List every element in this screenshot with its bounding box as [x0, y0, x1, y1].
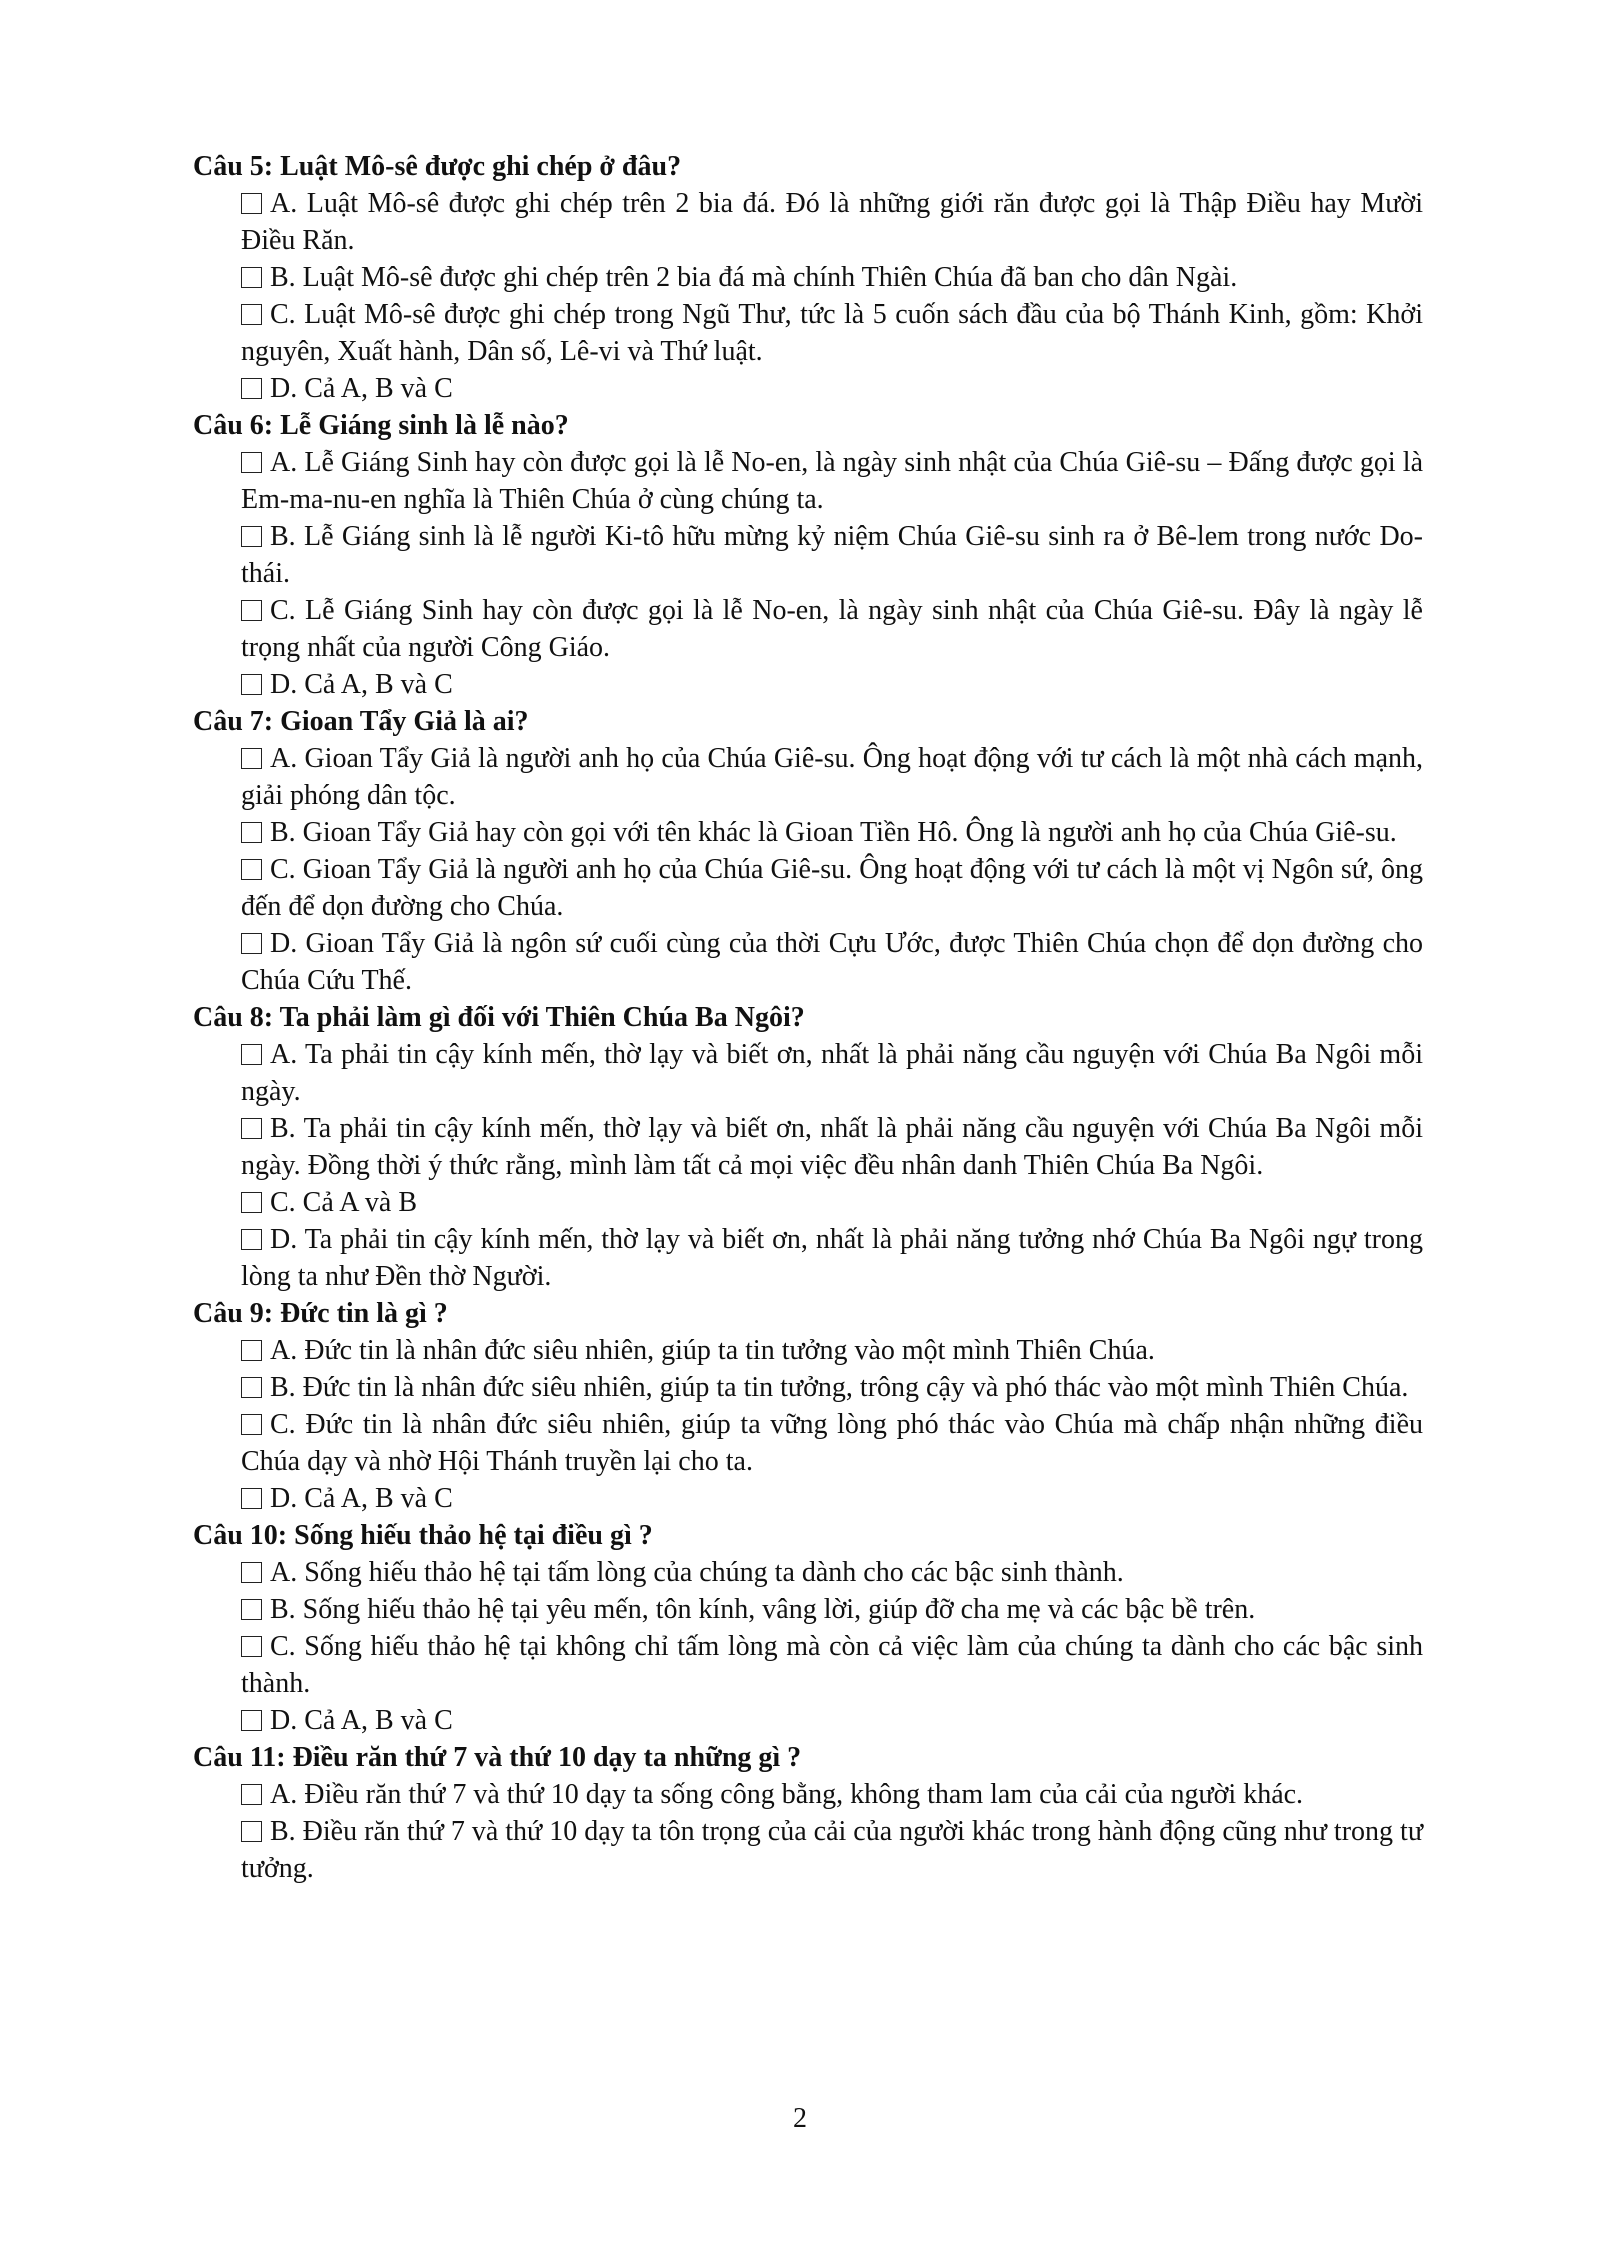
answer-option [241, 1702, 1423, 1739]
checkbox-icon[interactable] [241, 267, 262, 288]
option-text: A. Ta phải tin cậy kính mến, thờ lạy và biết ơn, nhất là phải năng cầu nguyện với Chúa Ba Ngôi mỗi ngày. [241, 1039, 1423, 1107]
option-text: A. Gioan Tẩy Giả là người anh họ của Chúa Giê-su. Ông hoạt động với tư cách là một nhà cách mạnh, giải phóng dân tộc. [241, 743, 1423, 811]
question-11 [193, 1739, 1423, 1887]
option-text: A. Sống hiếu thảo hệ tại tấm lòng của chúng ta dành cho các bậc sinh thành. [270, 1557, 1124, 1588]
question-title: Câu 6: Lễ Giáng sinh là lễ nào? [193, 410, 569, 441]
question-title: Câu 9: Đức tin là gì ? [193, 1298, 448, 1329]
option-text: B. Sống hiếu thảo hệ tại yêu mến, tôn kính, vâng lời, giúp đỡ cha mẹ và các bậc bề trên. [270, 1594, 1256, 1625]
checkbox-icon[interactable] [241, 1488, 262, 1509]
question-title: Câu 11: Điều răn thứ 7 và thứ 10 dạy ta những gì ? [193, 1742, 802, 1773]
option-text: B. Gioan Tẩy Giả hay còn gọi với tên khác là Gioan Tiền Hô. Ông là người anh họ của Chúa Giê-su. [270, 817, 1397, 848]
answer-option [241, 1813, 1423, 1887]
option-text: A. Đức tin là nhân đức siêu nhiên, giúp ta tin tưởng vào một mình Thiên Chúa. [270, 1335, 1155, 1366]
checkbox-icon[interactable] [241, 1710, 262, 1731]
answer-option [241, 296, 1423, 370]
question-title: Câu 5: Luật Mô-sê được ghi chép ở đâu? [193, 151, 682, 182]
checkbox-icon[interactable] [241, 674, 262, 695]
answer-option [241, 1406, 1423, 1480]
option-text: A. Điều răn thứ 7 và thứ 10 dạy ta sống công bằng, không tham lam của cải của người khác. [270, 1779, 1304, 1810]
checkbox-icon[interactable] [241, 378, 262, 399]
option-text: C. Cả A và B [270, 1187, 418, 1218]
checkbox-icon[interactable] [241, 1821, 262, 1842]
answer-option [241, 1591, 1423, 1628]
checkbox-icon[interactable] [241, 1340, 262, 1361]
checkbox-icon[interactable] [241, 859, 262, 880]
question-title: Câu 7: Gioan Tẩy Giả là ai? [193, 706, 529, 737]
answer-option [241, 1628, 1423, 1702]
answer-option [241, 1480, 1423, 1517]
checkbox-icon[interactable] [241, 600, 262, 621]
option-text: D. Cả A, B và C [270, 1705, 453, 1736]
answer-option [241, 740, 1423, 814]
checkbox-icon[interactable] [241, 1784, 262, 1805]
answer-option [241, 1369, 1423, 1406]
question-6 [193, 407, 1423, 703]
answer-option [241, 1221, 1423, 1295]
checkbox-icon[interactable] [241, 193, 262, 214]
option-text: D. Gioan Tẩy Giả là ngôn sứ cuối cùng của thời Cựu Ước, được Thiên Chúa chọn để dọn đường cho Chúa Cứu Thế. [241, 928, 1423, 996]
option-text: B. Ta phải tin cậy kính mến, thờ lạy và biết ơn, nhất là phải năng cầu nguyện với Chúa Ba Ngôi mỗi ngày. Đồng thời ý thức rằng, mình làm tất cả mọi việc đều nhân danh Thiên Chúa Ba Ngôi. [241, 1113, 1423, 1181]
checkbox-icon[interactable] [241, 822, 262, 843]
answer-option [241, 1332, 1423, 1369]
option-text: A. Lễ Giáng Sinh hay còn được gọi là lễ No-en, là ngày sinh nhật của Chúa Giê-su – Đấng được gọi là Em-ma-nu-en nghĩa là Thiên Chúa ở cùng chúng ta. [241, 447, 1423, 515]
checkbox-icon[interactable] [241, 1192, 262, 1213]
checkbox-icon[interactable] [241, 1229, 262, 1250]
checkbox-icon[interactable] [241, 1636, 262, 1657]
checkbox-icon[interactable] [241, 1599, 262, 1620]
option-text: C. Luật Mô-sê được ghi chép trong Ngũ Thư, tức là 5 cuốn sách đầu của bộ Thánh Kinh, gồm: Khởi nguyên, Xuất hành, Dân số, Lê-vi và Thứ luật. [241, 299, 1423, 367]
checkbox-icon[interactable] [241, 1044, 262, 1065]
option-text: C. Lễ Giáng Sinh hay còn được gọi là lễ No-en, là ngày sinh nhật của Chúa Giê-su. Đây là ngày lễ trọng nhất của người Công Giáo. [241, 595, 1423, 663]
option-text: C. Đức tin là nhân đức siêu nhiên, giúp ta vững lòng phó thác vào Chúa mà chấp nhận những điều Chúa dạy và nhờ Hội Thánh truyền lại cho ta. [241, 1409, 1423, 1477]
answer-option [241, 851, 1423, 925]
page-number: 2 [793, 2103, 807, 2134]
answer-option [241, 1776, 1423, 1813]
answer-option [241, 1036, 1423, 1110]
option-text: B. Lễ Giáng sinh là lễ người Ki-tô hữu mừng kỷ niệm Chúa Giê-su sinh ra ở Bê-lem trong nước Do-thái. [241, 521, 1423, 589]
checkbox-icon[interactable] [241, 1118, 262, 1139]
answer-option [241, 259, 1423, 296]
answer-option [241, 444, 1423, 518]
answer-option [241, 1110, 1423, 1184]
checkbox-icon[interactable] [241, 452, 262, 473]
option-text: C. Gioan Tẩy Giả là người anh họ của Chúa Giê-su. Ông hoạt động với tư cách là một vị Ngôn sứ, ông đến để dọn đường cho Chúa. [241, 854, 1423, 922]
checkbox-icon[interactable] [241, 1377, 262, 1398]
checkbox-icon[interactable] [241, 1414, 262, 1435]
option-text: D. Cả A, B và C [270, 373, 453, 404]
checkbox-icon[interactable] [241, 748, 262, 769]
answer-option [241, 185, 1423, 259]
option-text: C. Sống hiếu thảo hệ tại không chỉ tấm lòng mà còn cả việc làm của chúng ta dành cho các bậc sinh thành. [241, 1631, 1423, 1699]
option-text: D. Ta phải tin cậy kính mến, thờ lạy và biết ơn, nhất là phải năng tưởng nhớ Chúa Ba Ngôi ngự trong lòng ta như Đền thờ Người. [241, 1224, 1423, 1292]
answer-option [241, 925, 1423, 999]
answer-option [241, 1554, 1423, 1591]
question-8 [193, 999, 1423, 1295]
answer-option [241, 592, 1423, 666]
answer-option [241, 518, 1423, 592]
question-7 [193, 703, 1423, 999]
question-9 [193, 1295, 1423, 1517]
option-text: B. Luật Mô-sê được ghi chép trên 2 bia đá mà chính Thiên Chúa đã ban cho dân Ngài. [270, 262, 1238, 293]
option-text: A. Luật Mô-sê được ghi chép trên 2 bia đá. Đó là những giới răn được gọi là Thập Điều hay Mười Điều Răn. [241, 188, 1423, 256]
option-text: B. Đức tin là nhân đức siêu nhiên, giúp ta tin tưởng, trông cậy và phó thác vào một mình Thiên Chúa. [270, 1372, 1409, 1403]
question-title: Câu 10: Sống hiếu thảo hệ tại điều gì ? [193, 1520, 653, 1551]
document-body [193, 148, 1423, 1887]
option-text: B. Điều răn thứ 7 và thứ 10 dạy ta tôn trọng của cải của người khác trong hành động cũng như trong tư tưởng. [241, 1816, 1423, 1884]
question-title: Câu 8: Ta phải làm gì đối với Thiên Chúa Ba Ngôi? [193, 1002, 805, 1033]
answer-option [241, 1184, 1423, 1221]
checkbox-icon[interactable] [241, 304, 262, 325]
checkbox-icon[interactable] [241, 526, 262, 547]
question-10 [193, 1517, 1423, 1739]
option-text: D. Cả A, B và C [270, 1483, 453, 1514]
option-text: D. Cả A, B và C [270, 669, 453, 700]
answer-option [241, 814, 1423, 851]
checkbox-icon[interactable] [241, 1562, 262, 1583]
answer-option [241, 666, 1423, 703]
checkbox-icon[interactable] [241, 933, 262, 954]
question-5 [193, 148, 1423, 407]
answer-option [241, 370, 1423, 407]
